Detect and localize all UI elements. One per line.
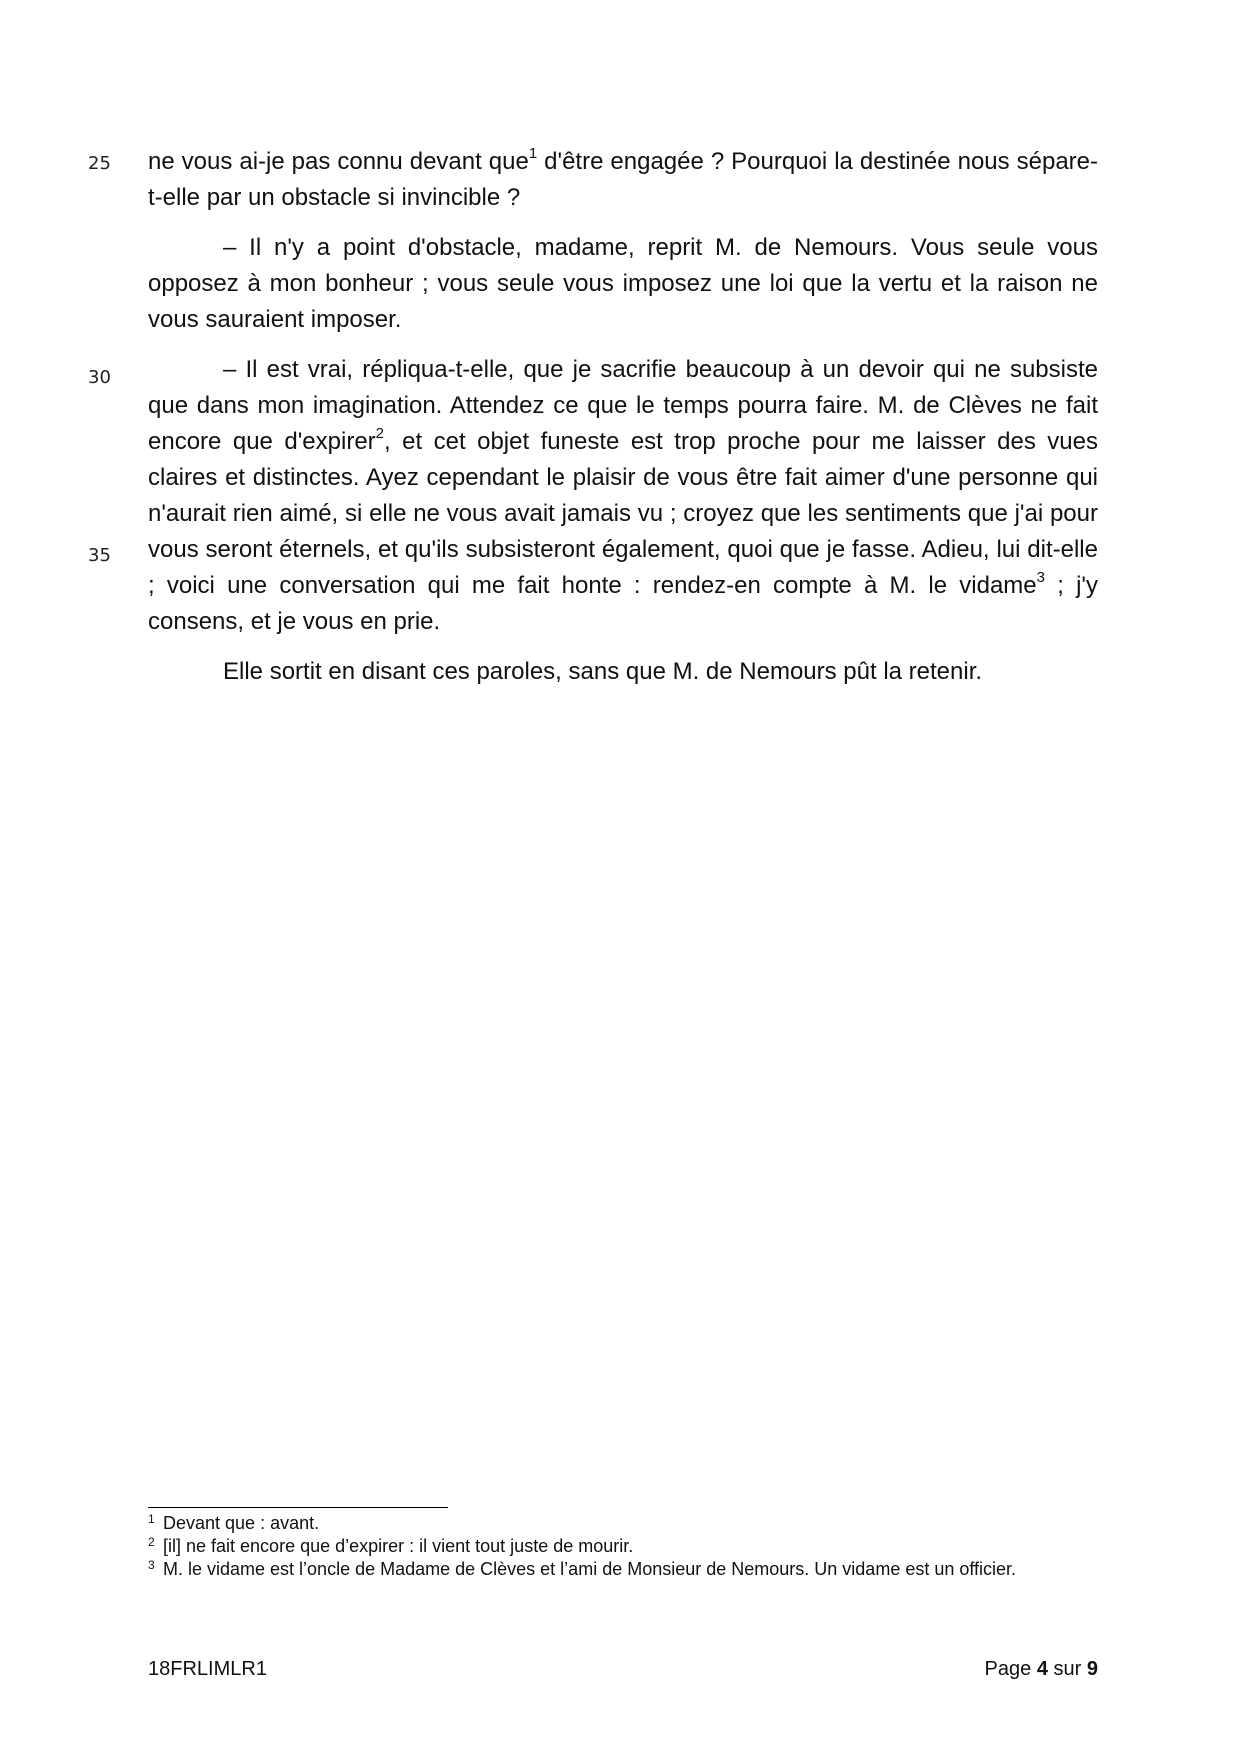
footnote-2: 2 [il] ne fait encore que d’expirer : il vient tout juste de mourir. [148,1535,634,1556]
current-page: 4 [1036,1658,1048,1680]
page-footer [148,1658,1098,1681]
paragraph-2: – Il n'y a point d'obstacle, madame, reprit M. de Nemours. Vous seule vous opposez à mon bonheur ; vous seule vous imposez une loi que la vertu et la raison ne vous sauraient imposer. [148,234,1098,333]
footnote-ref-3: 3 [1036,569,1045,586]
paragraph-3: – Il est vrai, répliqua-t-elle, que je sacrifie beaucoup à un devoir qui ne subsiste que dans mon imagination. Attendez ce que le temps pourra faire. M. de Clèves ne fait encore que d'expirer$^2$, et cet objet funeste est trop proche pour me laisser des vues claires et distinctes. Ayez cependant le plaisir de vous être fait aimer d'une personne qui n'aurait rien aimé, si elle ne vous avait jamais vu ; croyez que les sentiments que j'ai pour vous seront éternels, et qu'ils subsisteront également, quoi que je fasse. Adieu, lui dit-elle ; voici une conversation qui me fait honte : rendez-en compte à M. le vidame$^3$ ; j'y consens, et je vous en prie. [148,356,1098,635]
footnote-ref-1: 1 [528,145,538,162]
paragraph-1: ne vous ai-je pas connu devant que$^1$ d'être engagée ? Pourquoi la destinée nous sépare-t-elle par un obstacle si invincible ? [148,145,1098,211]
total-pages: 9 [1086,1658,1098,1680]
line-number-30: 30 [88,367,111,388]
footnote-3: 3 M. le vidame est l’oncle de Madame de Clèves et l’ami de Monsieur de Nemours. Un vidame est un officier. [148,1558,1017,1579]
paragraph-4: Elle sortit en disant ces paroles, sans que M. de Nemours pût la retenir. [223,658,983,685]
main-text [148,144,1098,690]
footnote-ref-2: 2 [375,425,384,442]
footnotes [148,1512,1098,1581]
line-number-25: 25 [88,153,111,174]
footnote-1: 1 Devant que : avant. [148,1512,320,1533]
document-code: 18FRLIMLR1 [148,1658,267,1680]
line-number-35: 35 [88,545,111,566]
page-indicator: Page 4 sur 9 [984,1658,1098,1680]
footnote-separator [148,1507,448,1508]
